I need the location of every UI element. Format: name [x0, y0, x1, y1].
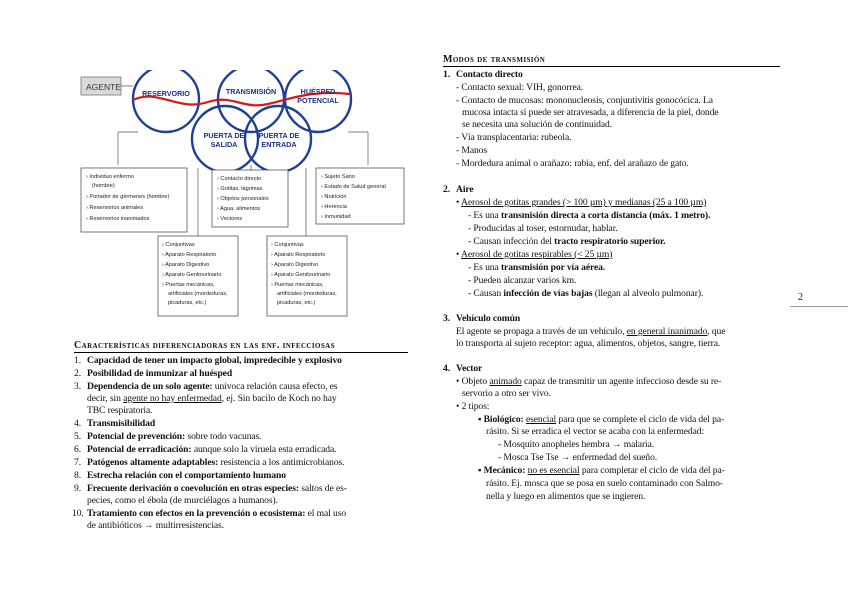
text-line: - Contacto sexual: VIH, gonorrea. — [456, 82, 584, 93]
text-line: servorio a otro ser vivo. — [462, 388, 551, 399]
list-item: Frecuente derivación o coevolución en otras especies: saltos de es- — [87, 483, 347, 494]
svg-text:› Gotitas, lágrimas: › Gotitas, lágrimas — [217, 186, 263, 192]
text-line: - Mosca Tse Tse → enfermedad del sueño. — [498, 452, 658, 463]
svg-text:› Puertas mecánicas,: › Puertas mecánicas, — [271, 282, 324, 288]
svg-text:› Conjuntivas: › Conjuntivas — [162, 242, 195, 248]
agent-label: AGENTE — [86, 82, 121, 92]
list-item-cont: pecies, como el ébola (de murciélagos a humanos). — [87, 495, 278, 506]
list-item-cont: de antibióticos → multirresistencias. — [87, 520, 224, 531]
left-heading: Características diferenciadoras en las enf. infecciosas — [74, 340, 335, 351]
text-line: El agente se propaga a través de un vehículo, en general inanimado, que — [456, 326, 726, 337]
svg-text:› Aparato Digestivo: › Aparato Digestivo — [271, 262, 319, 268]
text-line: - Mordedura animal o arañazo: rabia, enf. del arañazo de gato. — [456, 158, 689, 169]
text-line: - Es una transmisión por vía aérea. — [468, 262, 606, 273]
svg-text:› Aparato Respiratorio: › Aparato Respiratorio — [162, 252, 217, 258]
list-item: 8. — [74, 470, 81, 481]
svg-text:› Nutrición: › Nutrición — [321, 194, 347, 200]
text-line: - Pueden alcanzar varios km. — [468, 275, 577, 286]
svg-text:› Vectores: › Vectores — [217, 216, 243, 222]
section-title: 1. — [443, 69, 450, 80]
text-line: - Mosquito anopheles hembra → malaria. — [498, 439, 655, 450]
epidemiological-chain-diagram — [78, 70, 410, 336]
text-line: • Aerosol de gotitas grandes (> 100 µm) y medianas (25 a 100 µm) — [456, 197, 707, 208]
list-item: Potencial de prevención: sobre todo vacunas. — [87, 431, 262, 442]
section-title: 3. — [443, 313, 450, 324]
svg-text:› Reservorios animales: › Reservorios animales — [86, 205, 144, 211]
text-line: mucosa intacta sí puede ser atravesada, a diferencia de la piel, donde — [462, 107, 719, 118]
list-item: 1. — [74, 355, 81, 366]
list-item: Transmisibilidad — [87, 418, 156, 429]
entry-label-1: PUERTA DE — [258, 131, 300, 140]
list-item: Estrecha relación con el comportamiento humano — [87, 470, 286, 481]
svg-text:› Aparato Respiratorio: › Aparato Respiratorio — [271, 252, 326, 258]
svg-text:› Objetos personales: › Objetos personales — [217, 196, 269, 202]
svg-text:picaduras, etc.): picaduras, etc.) — [168, 300, 207, 306]
text-line: - Manos — [456, 145, 488, 156]
list-item: Capacidad de tener un impacto global, impredecible y explosivo — [87, 355, 342, 366]
page-number: 2 — [798, 292, 803, 303]
text-line: • 2 tipos: — [456, 401, 490, 412]
svg-text:› Conjuntivas: › Conjuntivas — [271, 242, 304, 248]
list-item: Tratamiento con efectos en la prevención o ecosistema: el mal uso — [87, 508, 347, 519]
svg-text:artificiales (mordeduras,: artificiales (mordeduras, — [168, 291, 228, 297]
svg-text:› Aparato Genitourinario: › Aparato Genitourinario — [271, 272, 331, 278]
svg-text:› Puertas mecánicas,: › Puertas mecánicas, — [162, 282, 215, 288]
svg-text:› Reservorios inanimados: › Reservorios inanimados — [86, 216, 150, 222]
host-label-1: HUÉSPED — [300, 87, 336, 96]
text-line: se necesita una solución de continuidad. — [462, 119, 612, 130]
svg-text:› Agua, alimentos: › Agua, alimentos — [217, 206, 261, 212]
section-title: Aire — [456, 184, 474, 195]
list-item: 3. — [74, 381, 81, 392]
text-line: nella y luego en alimentos que se ingieren. — [486, 491, 646, 502]
page-number-rule — [790, 306, 848, 307]
text-line: rásito. Si se erradica el vector se acaba con la enfermedad: — [486, 426, 705, 437]
list-item: Posibilidad de inmunizar al huésped — [87, 368, 233, 379]
svg-text:› Estado de Salud general: › Estado de Salud general — [321, 184, 386, 190]
text-line: - Causan infección del tracto respiratorio superior. — [468, 236, 666, 247]
svg-text:› Aparato Digestivo: › Aparato Digestivo — [162, 262, 210, 268]
list-item-cont: decir, sin agente no hay enfermedad, ej. Sin bacilo de Koch no hay — [87, 393, 337, 404]
left-heading-rule — [74, 352, 408, 353]
section-title: Contacto directo — [456, 69, 523, 80]
reservoir-circle — [133, 70, 199, 132]
host-label-2: POTENCIAL — [297, 96, 339, 105]
list-item: 6. — [74, 444, 81, 455]
svg-text:› Herencia: › Herencia — [321, 204, 347, 210]
list-item: 9. — [74, 483, 81, 494]
svg-text:artificiales (mordeduras,: artificiales (mordeduras, — [277, 291, 337, 297]
text-line: rásito. Ej. mosca que se posa en suelo contaminado con Salmo- — [486, 478, 723, 489]
text-line: ▪ Mecánico: no es esencial para completar el ciclo de vida del pa- — [478, 465, 725, 476]
text-line: ▪ Biológico: esencial para que se complete el ciclo de vida del pa- — [478, 414, 725, 425]
svg-text:› Portador de gérmenes (hombre: › Portador de gérmenes (hombre) — [86, 194, 170, 200]
svg-text:(hombre): (hombre) — [92, 183, 115, 189]
text-line: - Es una transmisión directa a corta distancia (máx. 1 metro). — [468, 210, 711, 221]
text-line: - Contacto de mucosas: mononucleosis, conjuntivitis gonocócica. La — [456, 95, 713, 106]
list-item: 5. — [74, 431, 81, 442]
list-item: 10. — [72, 508, 84, 519]
svg-text:› Sujeto Sano: › Sujeto Sano — [321, 174, 355, 180]
right-heading: Modos de transmisión — [443, 54, 546, 65]
list-item: 4. — [74, 418, 81, 429]
list-item: Potencial de erradicación: aunque solo la viruela esta erradicada. — [87, 444, 337, 455]
list-item-cont: TBC respiratoria. — [87, 405, 153, 416]
svg-text:› Individuo enfermo: › Individuo enfermo — [86, 174, 134, 180]
right-heading-rule — [443, 66, 780, 67]
text-line: • Aerosol de gotitas respirables (< 25 µm) — [456, 249, 613, 260]
svg-text:› Contacto directo: › Contacto directo — [217, 176, 262, 182]
text-line: - Producidas al toser, estornudar, hablar. — [468, 223, 618, 234]
section-title: 2. — [443, 184, 450, 195]
text-line: • Objeto animado capaz de transmitir un agente infeccioso desde su re- — [456, 376, 722, 387]
text-line: - Causan infección de vías bajas (llegan al alveolo pulmonar). — [468, 288, 704, 299]
svg-text:› Aparato Genitourinario: › Aparato Genitourinario — [162, 272, 222, 278]
list-item: 7. — [74, 457, 81, 468]
section-title: Vehículo común — [456, 313, 521, 324]
section-title: 4. — [443, 363, 450, 374]
list-item: Dependencia de un solo agente: unívoca relación causa efecto, es — [87, 381, 338, 392]
list-item: 2. — [74, 368, 81, 379]
reservoir-label: RESERVORIO — [142, 89, 190, 98]
list-item: Patógenos altamente adaptables: resistencia a los antimicrobianos. — [87, 457, 345, 468]
exit-label-2: SALIDA — [210, 140, 238, 149]
text-line: lo transporta al sujeto receptor: agua, alimentos, objetos, sangre, tierra. — [456, 338, 721, 349]
entry-label-2: ENTRADA — [261, 140, 297, 149]
svg-text:picaduras, etc.): picaduras, etc.) — [277, 300, 316, 306]
transmission-label: TRANSMISIÓN — [225, 87, 277, 96]
text-line: - Vía transplacentaria: rubeola. — [456, 132, 572, 143]
exit-label-1: PUERTA DE — [203, 131, 245, 140]
svg-text:› Inmunidad: › Inmunidad — [321, 214, 351, 220]
section-title: Vector — [456, 363, 483, 374]
